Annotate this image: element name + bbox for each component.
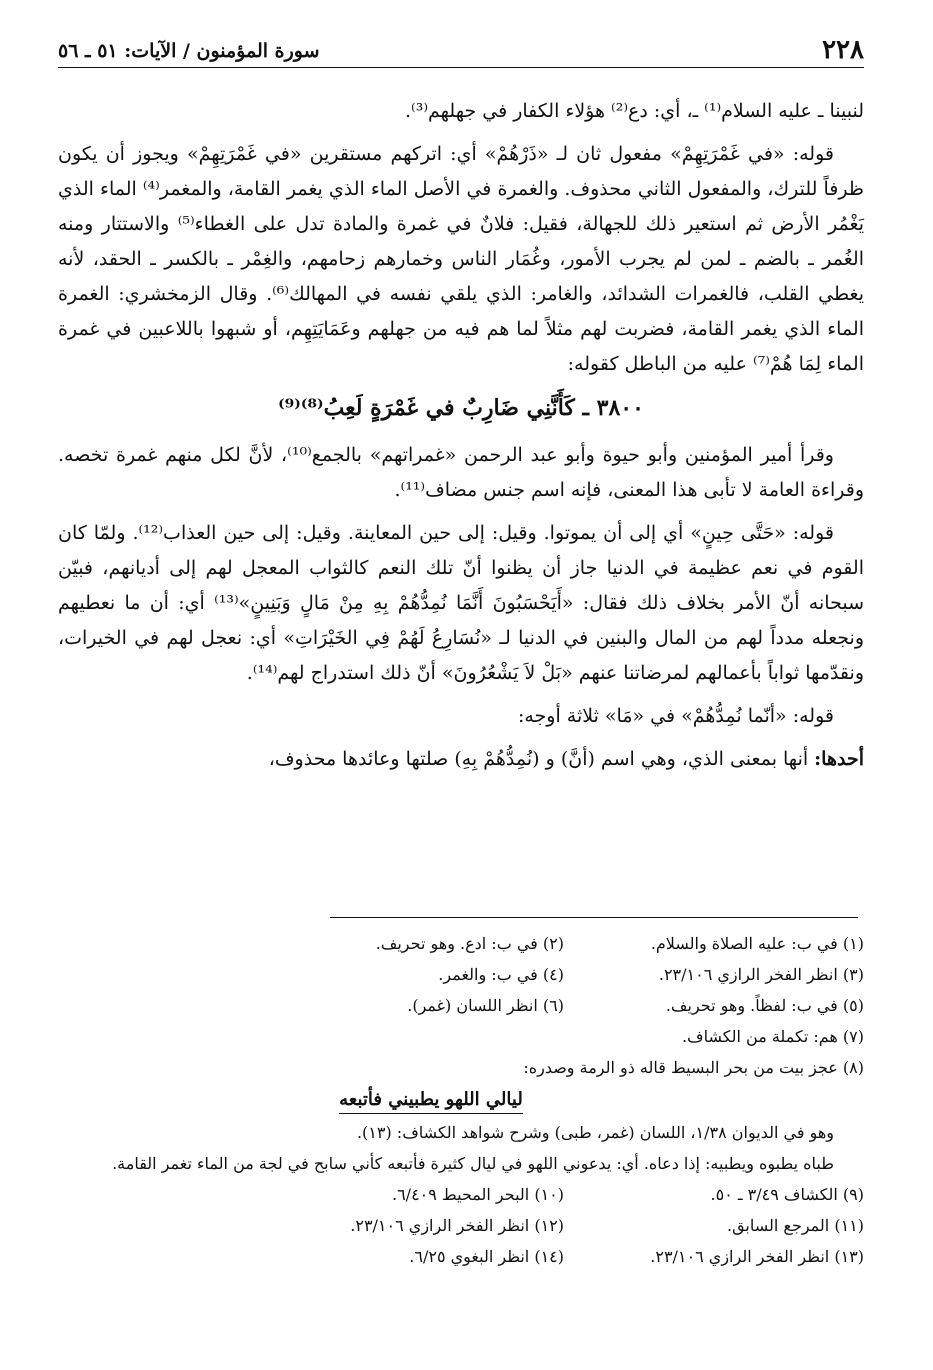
footnote-row [58, 1210, 864, 1241]
running-header [58, 34, 864, 64]
header-rule [58, 67, 864, 68]
footnote-3: (٣) انظر الفخر الرازي ٢٣/١٠٦. [658, 965, 864, 984]
footnote-10: (١٠) البحر المحيط ٦/٤٠٩. [391, 1185, 564, 1204]
footnote-8-explanation: طباه يطبوه ويطبيه: إذا دعاه. أي: يدعوني اللهو في ليال كثيرة فأتبعه كأني سابح في لجة من الماء تغمر القامة. [112, 1154, 834, 1173]
footnote-rule [330, 917, 858, 918]
footnote-7: (٧) هم: تكملة من الكشاف. [681, 1027, 864, 1046]
footnotes [58, 928, 864, 1272]
footnote-5: (٥) في ب: لفظاً. وهو تحريف. [665, 996, 864, 1015]
page-number: ٢٢٨ [822, 35, 864, 65]
footnote-8-source: وهو في الديوان ١/٣٨، اللسان (غمر، طبى) وشرح شواهد الكشاف: (١٣). [356, 1123, 834, 1142]
footnote-row [58, 959, 864, 990]
footnote-row [58, 990, 864, 1021]
paragraph-3: وقرأ أمير المؤمنين وأبو حيوة وأبو عبد الرحمن «غمراتهم» بالجمع⁽¹⁰⁾، لأنَّ لكل منهم غمرة تخصه. وقراءة العامة لا تأبى هذا المعنى، فإنه اسم جنس مضاف⁽¹¹⁾. [58, 444, 864, 501]
footnote-8-poem-line: ليالي اللهو يطبيني فأتبعه [339, 1087, 523, 1114]
footnote-row [58, 1241, 864, 1272]
footnote-2: (٢) في ب: ادع. وهو تحريف. [375, 934, 564, 953]
main-text [58, 94, 864, 785]
paragraph-5: قوله: «أنّما نُمِدُّهُمْ» في «مَا» ثلاثة أوجه: [517, 705, 834, 727]
footnote-6: (٦) انظر اللسان (غمر). [407, 996, 564, 1015]
footnote-8-poem [58, 1083, 864, 1117]
footnote-14: (١٤) انظر البغوي ٦/٢٥. [409, 1247, 564, 1266]
surah-verses-label: سورة المؤمنون / الآيات: ٥١ ـ ٥٦ [58, 40, 320, 62]
footnote-9: (٩) الكشاف ٣/٤٩ ـ ٥٠. [710, 1185, 864, 1204]
paragraph-4: قوله: «حَتَّى حِينٍ» أي إلى أن يموتوا. وقيل: إلى حين المعاينة. وقيل: إلى حين العذاب⁽¹²⁾. ولمّا كان القوم في نعم عظيمة في الدنيا جاز أن يظنوا أنّ تلك النعم كالثواب المعجل لهم إلى أديانهم، فبيّن سبحانه أنّ الأمر بخلاف ذلك فقال: «أَيَحْسَبُونَ أَنَّمَا نُمِدُّهُمْ بِهِ مِنْ مَالٍ وَبَنِينٍ»⁽¹³⁾ أي: أن ما نعطيهم ونجعله مدداً لهم من المال والبنين في الدنيا لـ «نُسَارِعُ لَهُمْ فِي الخَيْرَاتِ» أي: نعجل لهم في الخيرات، ونقدّمها ثواباً بأعمالهم لمرضاتنا عنهم «بَلْ لاَ يَشْعُرُونَ» أنّ ذلك استدراج لهم⁽¹⁴⁾. [58, 522, 864, 684]
paragraph-1: لنبينا ـ عليه السلام⁽¹⁾ ـ، أي: دع⁽²⁾ هؤلاء الكفار في جهلهم⁽³⁾. [405, 100, 864, 122]
footnote-8: (٨) عجز بيت من بحر البسيط قاله ذو الرمة وصدره: [523, 1058, 864, 1077]
footnote-row [58, 928, 864, 959]
footnote-11: (١١) المرجع السابق. [726, 1216, 864, 1235]
paragraph-6-text: أنها بمعنى الذي، وهي اسم (أنَّ) و (نُمِدُّهُمْ بِهِ) صلتها وعائدها محذوف، [268, 748, 815, 770]
footnote-12: (١٢) انظر الفخر الرازي ٢٣/١٠٦. [350, 1216, 564, 1235]
footnote-1: (١) في ب: عليه الصلاة والسلام. [650, 934, 864, 953]
footnote-row [58, 1179, 864, 1210]
footnote-4: (٤) في ب: والغمر. [438, 965, 564, 984]
paragraph-6-lead: أحدها: [814, 748, 864, 770]
paragraph-6 [58, 742, 864, 777]
paragraph-2: قوله: «في غَمْرَتِهِمْ» مفعول ثان لـ «ذَرْهُمْ» أي: اتركهم مستقرين «في غَمْرَتِهِمْ» ويجوز أن يكون ظرفاً للترك، والمفعول الثاني محذوف. والغمرة في الأصل الماء الذي يغمر القامة، والمغمر⁽⁴⁾ الماء الذي يَغْمُر الأرض ثم استعير ذلك للجهالة، فقيل: فلانٌ في غمرة والمادة تدل على الغطاء⁽⁵⁾ والاستتار ومنه الغُمر ـ بالضم ـ لمن لم يجرب الأمور، وغُمَار الناس وخمارهم زحامهم، والغِمْر ـ بالكسر ـ الحقد، لأنه يغطي القلب، فالغمرات الشدائد، والغامر: الذي يلقي نفسه في المهالك⁽⁶⁾. وقال الزمخشري: الغمرة الماء الذي يغمر القامة، فضربت لهم مثلاً لما هم فيه من جهلهم وعَمَايَتِهِم، أو شبهوا باللاعبين في غمرة الماء لِمَا هُمْ⁽⁷⁾ عليه من الباطل كقوله: [58, 143, 864, 375]
poetry-verse: ٣٨٠٠ ـ كَأَنَّنِي ضَارِبٌ في غَمْرَةٍ لَعِبُ⁽⁸⁾⁽⁹⁾ [278, 395, 644, 421]
footnote-13: (١٣) انظر الفخر الرازي ٢٣/١٠٦. [650, 1247, 864, 1266]
